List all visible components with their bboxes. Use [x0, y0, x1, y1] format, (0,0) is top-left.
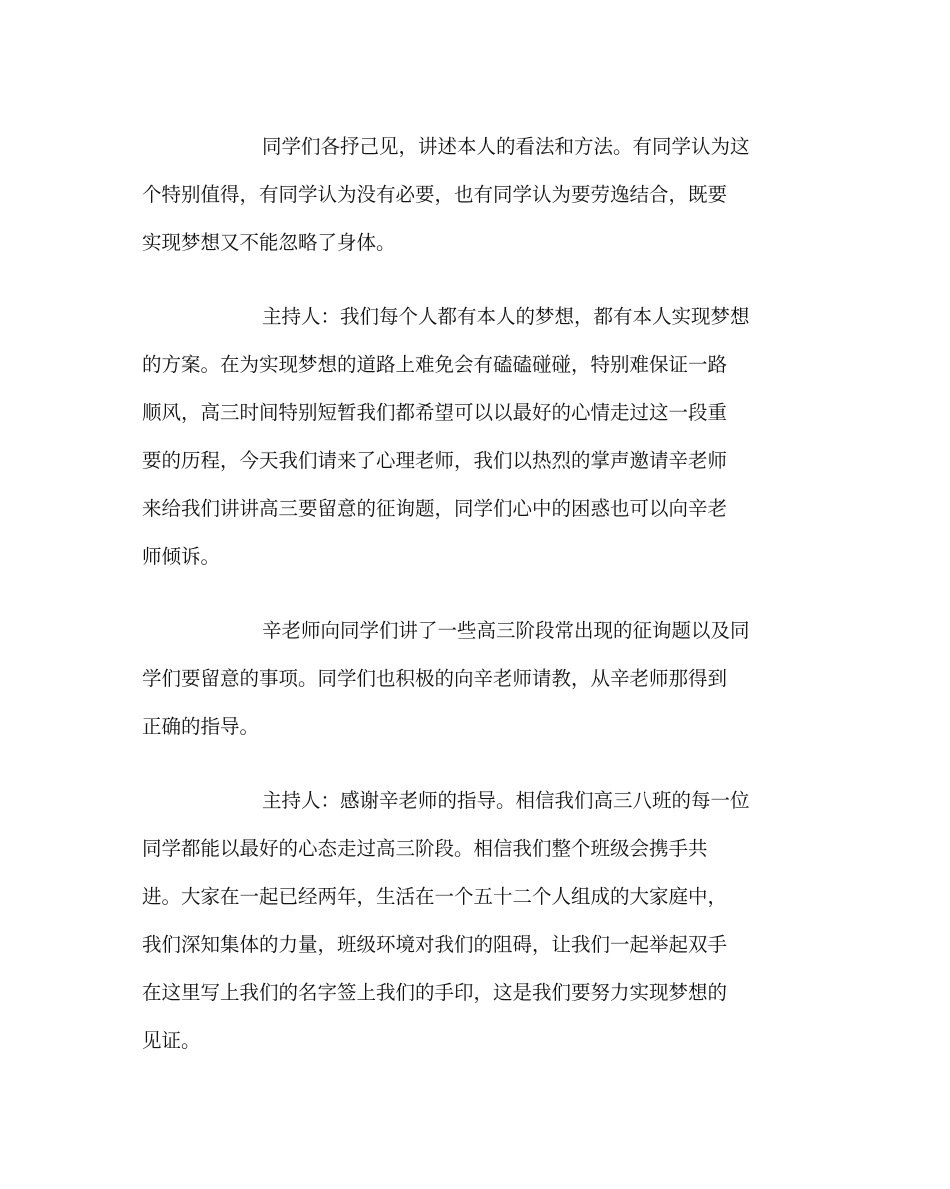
paragraph-4-line-3: 进。大家在一起已经两年，生活在一个五十二个人组成的大家庭中，: [142, 885, 728, 908]
paragraph-1-line-1: 同学们各抒己见，讲述本人的看法和方法。有同学认为这: [262, 135, 750, 158]
paragraph-2-line-4: 要的历程，今天我们请来了心理老师，我们以热烈的掌声邀请辛老师: [142, 449, 728, 472]
paragraph-4-line-5: 在这里写上我们的名字签上我们的手印，这是我们要努力实现梦想的: [142, 981, 728, 1004]
paragraph-3-line-3: 正确的指导。: [142, 715, 260, 738]
paragraph-2-line-2: 的方案。在为实现梦想的道路上难免会有磕磕碰碰，特别难保证一路: [142, 353, 728, 376]
paragraph-3-line-2: 学们要留意的事项。同学们也积极的向辛老师请教，从辛老师那得到: [142, 667, 728, 690]
paragraph-4-line-6: 见证。: [142, 1029, 201, 1052]
paragraph-2-line-3: 顺风，高三时间特别短暂我们都希望可以以最好的心情走过这一段重: [142, 401, 728, 424]
paragraph-2-line-1: 主持人：我们每个人都有本人的梦想，都有本人实现梦想: [262, 305, 750, 328]
paragraph-2-line-6: 师倾诉。: [142, 545, 221, 568]
paragraph-4-line-2: 同学都能以最好的心态走过高三阶段。相信我们整个班级会携手共: [142, 837, 708, 860]
paragraph-3-line-1: 辛老师向同学们讲了一些高三阶段常出现的征询题以及同: [262, 619, 750, 642]
paragraph-1-line-3: 实现梦想又不能忽略了身体。: [142, 231, 396, 254]
paragraph-2-line-5: 来给我们讲讲高三要留意的征询题，同学们心中的困惑也可以向辛老: [142, 497, 728, 520]
paragraph-4-line-4: 我们深知集体的力量，班级环境对我们的阻碍，让我们一起举起双手: [142, 933, 728, 956]
paragraph-4-line-1: 主持人：感谢辛老师的指导。相信我们高三八班的每一位: [262, 789, 750, 812]
paragraph-1-line-2: 个特别值得，有同学认为没有必要，也有同学认为要劳逸结合，既要: [142, 183, 728, 206]
